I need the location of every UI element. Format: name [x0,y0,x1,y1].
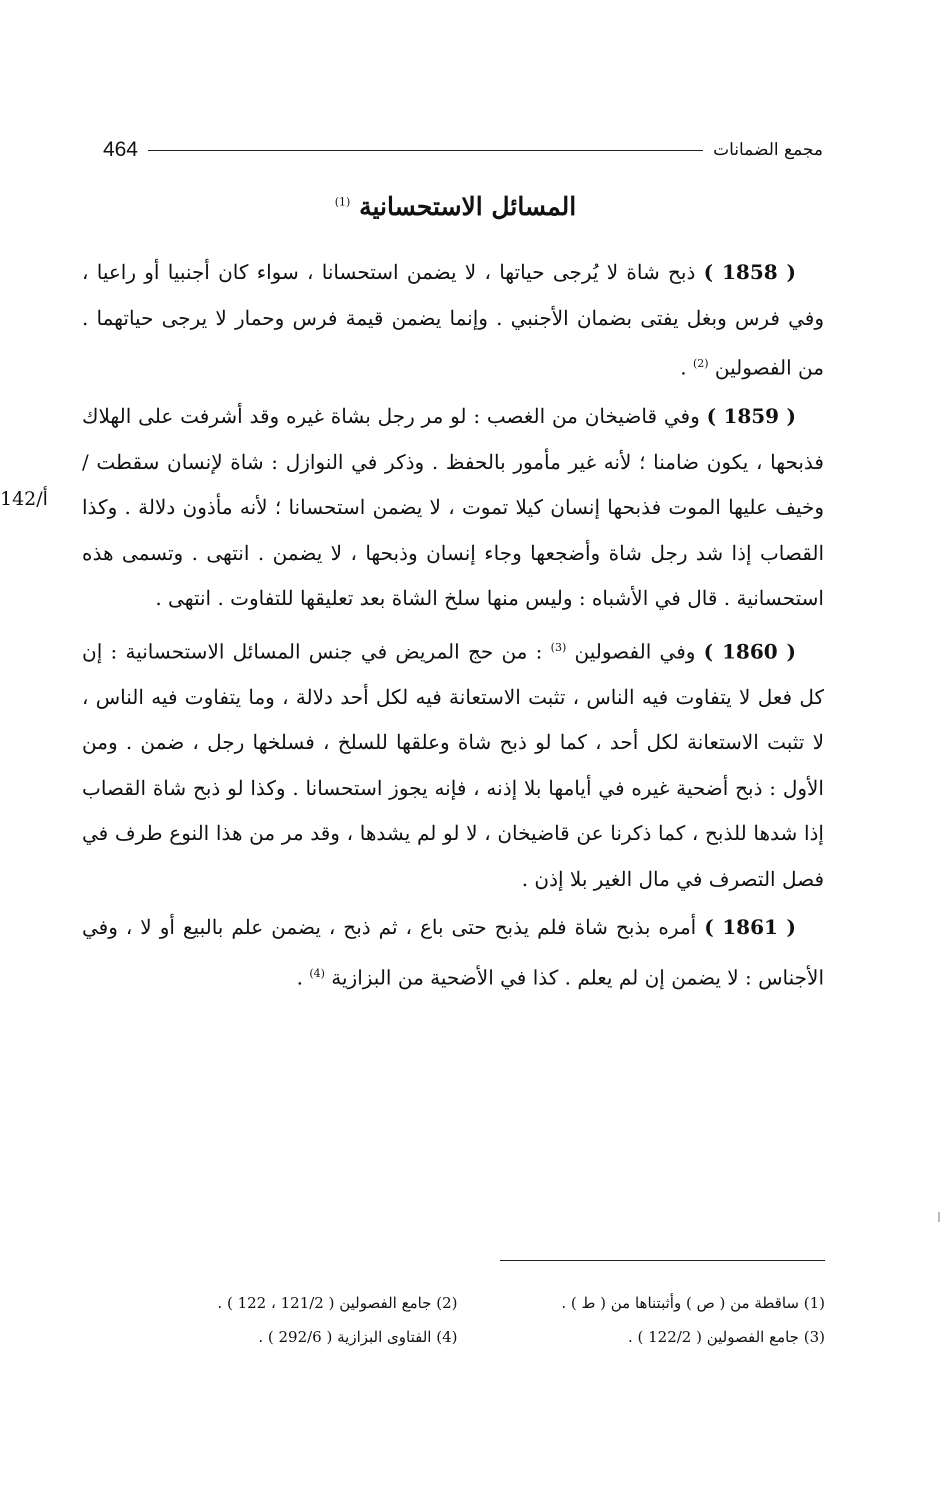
footnote-ref: (3) [550,640,567,654]
paragraph-text: وفي الفصولين [566,639,704,664]
section-title-text: المسائل الاستحسانية [359,192,577,221]
entry-number: ( 1859 ) [706,404,796,429]
body-text [82,250,824,1004]
marginal-folio-note: 142/أ [0,488,48,510]
paragraph-1859 [82,394,824,622]
running-title: مجمع الضمانات [713,140,823,160]
footnote-1: (1) ساقطة من ( ص ) وأثبتناها من ( ط ) . [561,1294,825,1312]
page-number: 464 [102,138,138,161]
paragraph-1858 [82,250,824,391]
page-header [88,132,823,168]
paragraph-text: أمره بذبح شاة فلم يذبح حتى باع ، ثم ذبح ، يضمن علم بالبيع أو لا ، وفي الأجناس : لا يضمن إن لم يعلم . كذا في الأضحية من البزازية [82,915,824,990]
footnotes [120,1292,825,1348]
paragraph-text-end: : من حج المريض في جنس المسائل الاستحسانية : إن كل فعل لا يتفاوت فيه الناس ، تثبت الاستعانة فيه لكل أحد دلالة ، وما يتفاوت فيه الناس ، لا تثبت الاستعانة لكل أحد ، كما لو ذبح شاة وعلقها للسلخ ، فسلخها رجل ، ضمن . ومن الأول : ذبح أضحية غيره في أيامها بلا إذنه ، فإنه يجوز استحسانا . وكذا لو ذبح شاة القصاب إذا شدها للذبح ، كما ذكرنا عن قاضيخان ، لا لو لم يشدها ، وقد مر من هذا النوع طرف في فصل التصرف في مال الغير بلا إذن . [82,639,824,891]
scan-speck [938,1212,940,1222]
entry-number: ( 1858 ) [703,260,796,284]
section-title [88,192,823,221]
entry-number: ( 1861 ) [704,915,796,940]
paragraph-text: ذبح شاة لا يُرجى حياتها ، لا يضمن استحسانا ، سواء كان أجنبيا أو راعيا ، وفي فرس وبغل يفتى بضمان الأجنبي . وإنما يضمن قيمة فرس وحمار لا يرجى حياتهما . من الفصولين [82,260,824,380]
footnote-4: (4) الفتاوى البزازية ( 292/6 ) . [258,1328,458,1346]
footnote-rule [500,1260,825,1261]
header-rule [148,150,703,151]
footnote-ref: (4) [309,966,325,980]
footnote-3: (3) جامع الفصولين ( 122/2 ) . [627,1328,825,1346]
paragraph-text-end: . [296,965,310,990]
footnote-2: (2) جامع الفصولين ( 121/2 ، 122 ) . [217,1294,458,1312]
paragraph-1860 [82,625,824,903]
entry-number: ( 1860 ) [703,639,796,664]
paragraph-text-end: . [680,355,693,380]
section-title-footnote-ref: (1) [334,195,351,209]
footnote-ref: (2) [692,357,709,370]
paragraph-1861 [82,905,824,1001]
paragraph-text: وفي قاضيخان من الغصب : لو مر رجل بشاة غيره وقد أشرفت على الهلاك فذبحها ، يكون ضامنا ؛ لأنه غير مأمور بالحفظ . وذكر في النوازل : شاة لإنسان سقطت / وخيف عليها الموت فذبحها إنسان كيلا تموت ، لا يضمن استحسانا ؛ لأنه مأذون دلالة . وكذا القصاب إذا شد رجل شاة وأضجعها وجاء إنسان وذبحها ، لا يضمن . انتهى . وتسمى هذه استحسانية . قال في الأشباه : وليس منها سلخ الشاة بعد تعليقها للتفاوت . انتهى . [82,404,824,611]
